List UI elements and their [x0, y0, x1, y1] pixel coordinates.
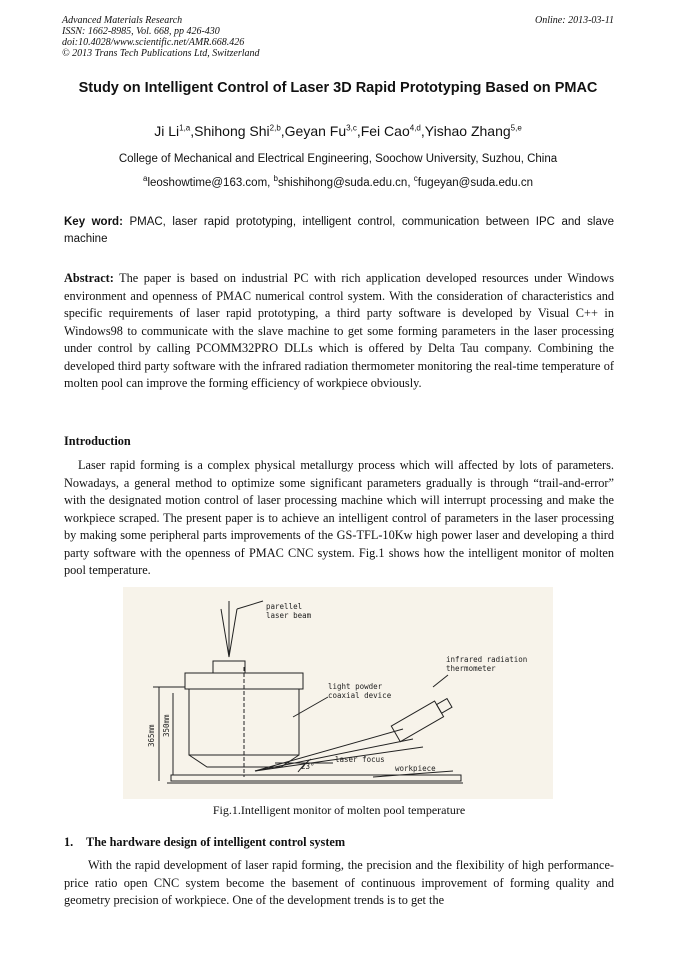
label-angle: 23°	[301, 762, 315, 771]
section1-paragraph: With the rapid development of laser rapid forming, the precision and the flexibility of high performance-price ratio open CNC system become the basement of continuous improvement of forming quality and geometry precision of workpiece. One of the development trends is to get the	[64, 858, 614, 907]
author: Fei Cao$^{4,d}$	[360, 123, 421, 139]
introduction-heading: Introduction	[64, 434, 131, 448]
email: $^a$leoshowtime@163.com	[143, 174, 268, 189]
label-dim-inner: 350mm	[162, 714, 171, 737]
author: Ji Li$^{1,a}$	[154, 123, 191, 139]
keywords-label: Key word:	[64, 216, 123, 228]
laser-setup-drawing	[123, 587, 553, 799]
thermo-leader	[433, 675, 448, 687]
email: $^c$fugeyan@suda.edu.cn	[413, 174, 533, 189]
section1-number: 1.	[64, 835, 74, 849]
author: Geyan Fu$^{3,c}$	[284, 123, 357, 139]
journal-header	[62, 15, 614, 59]
label-workpiece: workpiece	[395, 764, 436, 773]
label-thermo-2: thermometer	[446, 664, 496, 673]
label-beam-1: parellel	[266, 602, 303, 611]
figure-caption: Fig.1.Intelligent monitor of molten pool temperature	[212, 803, 466, 817]
doi-line: doi:10.4028/www.scientific.net/AMR.668.426	[62, 37, 245, 48]
beam-leader	[237, 601, 263, 609]
keywords-paragraph	[64, 214, 614, 247]
thermometer	[391, 695, 454, 742]
thermometer-head	[437, 699, 452, 714]
label-focus: laser focus	[335, 755, 385, 764]
paper-title: Study on Intelligent Control of Laser 3D Rapid Prototyping Based on PMAC	[78, 80, 598, 96]
journal-name: Advanced Materials Research	[62, 15, 183, 26]
section1-title: The hardware design of intelligent control system	[86, 835, 346, 849]
issn-line: ISSN: 1662-8985, Vol. 668, pp 426-430	[62, 26, 220, 37]
abstract-label: Abstract:	[64, 271, 114, 285]
figure-diagram	[123, 587, 553, 799]
coaxial-leader	[293, 697, 328, 717]
email-list: $^a$leoshowtime@163.com, $^b$shishihong@suda.edu.cn, $^c$fugeyan@suda.edu.cn	[143, 174, 533, 189]
section1-heading	[64, 835, 345, 850]
label-coaxial-2: coaxial device	[328, 691, 392, 700]
workpiece-plate	[171, 775, 461, 781]
abstract-text: The paper is based on industrial PC with rich application developed resources under Windows environment and openness of PMAC numerical control system. With the consideration of characteristics and specific requirements of laser rapid prototyping, a third party software is developed by Visual C++ in Windows98 to communicate with the slave machine to get some forming parameters in the laser processing under control by calling PCOMM32PRO DLLs which is offered by Delta Tau company. Combining the developed third party software with the infrared radiation thermometer monitoring the real-time temperature of molten pool can improve the forming efficiency of workpiece obviously.	[64, 271, 614, 390]
author-list: Ji Li$^{1,a}$,Shihong Shi$^{2,b}$,Geyan Fu$^{3,c}$,Fei Cao$^{4,d}$,Yishao Zhang$^{5,e}$	[154, 123, 522, 139]
measure-ray-1	[255, 729, 403, 771]
copyright-line: © 2013 Trans Tech Publications Ltd, Switzerland	[62, 48, 260, 59]
label-beam-2: laser beam	[266, 611, 312, 620]
author: Yishao Zhang$^{5,e}$	[424, 123, 522, 139]
label-dim-outer: 365mm	[147, 724, 156, 747]
introduction-paragraph: Laser rapid forming is a complex physical metallurgy process which will affected by lots of parameters. Nowadays, a general method to optimize some significant parameters gradually is through “trail-and-error” with the designated motion control of laser processing machine which will interrupt processing and make the workpiece scraped. The present paper is to achieve an intelligent control of parameters in the laser processing by making some peripheral parts improvements of the GS-TFL-10Kw high power laser and developing a third party software with the openness of PMAC CNC system. Fig.1 shows how the intelligent monitor of molten pool temperature.	[64, 458, 614, 577]
nozzle-cap	[213, 661, 245, 673]
online-date: Online: 2013-03-11	[535, 15, 614, 26]
email: $^b$shishihong@suda.edu.cn	[273, 174, 408, 189]
author: Shihong Shi$^{2,b}$	[194, 123, 281, 139]
affiliation: College of Mechanical and Electrical Engineering, Soochow University, Suzhou, China	[118, 153, 558, 165]
label-thermo-1: infrared radiation	[446, 655, 528, 664]
abstract-paragraph	[64, 270, 614, 393]
thermometer-body	[391, 701, 443, 742]
label-coaxial-1: light powder	[328, 682, 383, 691]
keywords-text: PMAC, laser rapid prototyping, intelligent control, communication between IPC and slave machine	[64, 216, 614, 245]
